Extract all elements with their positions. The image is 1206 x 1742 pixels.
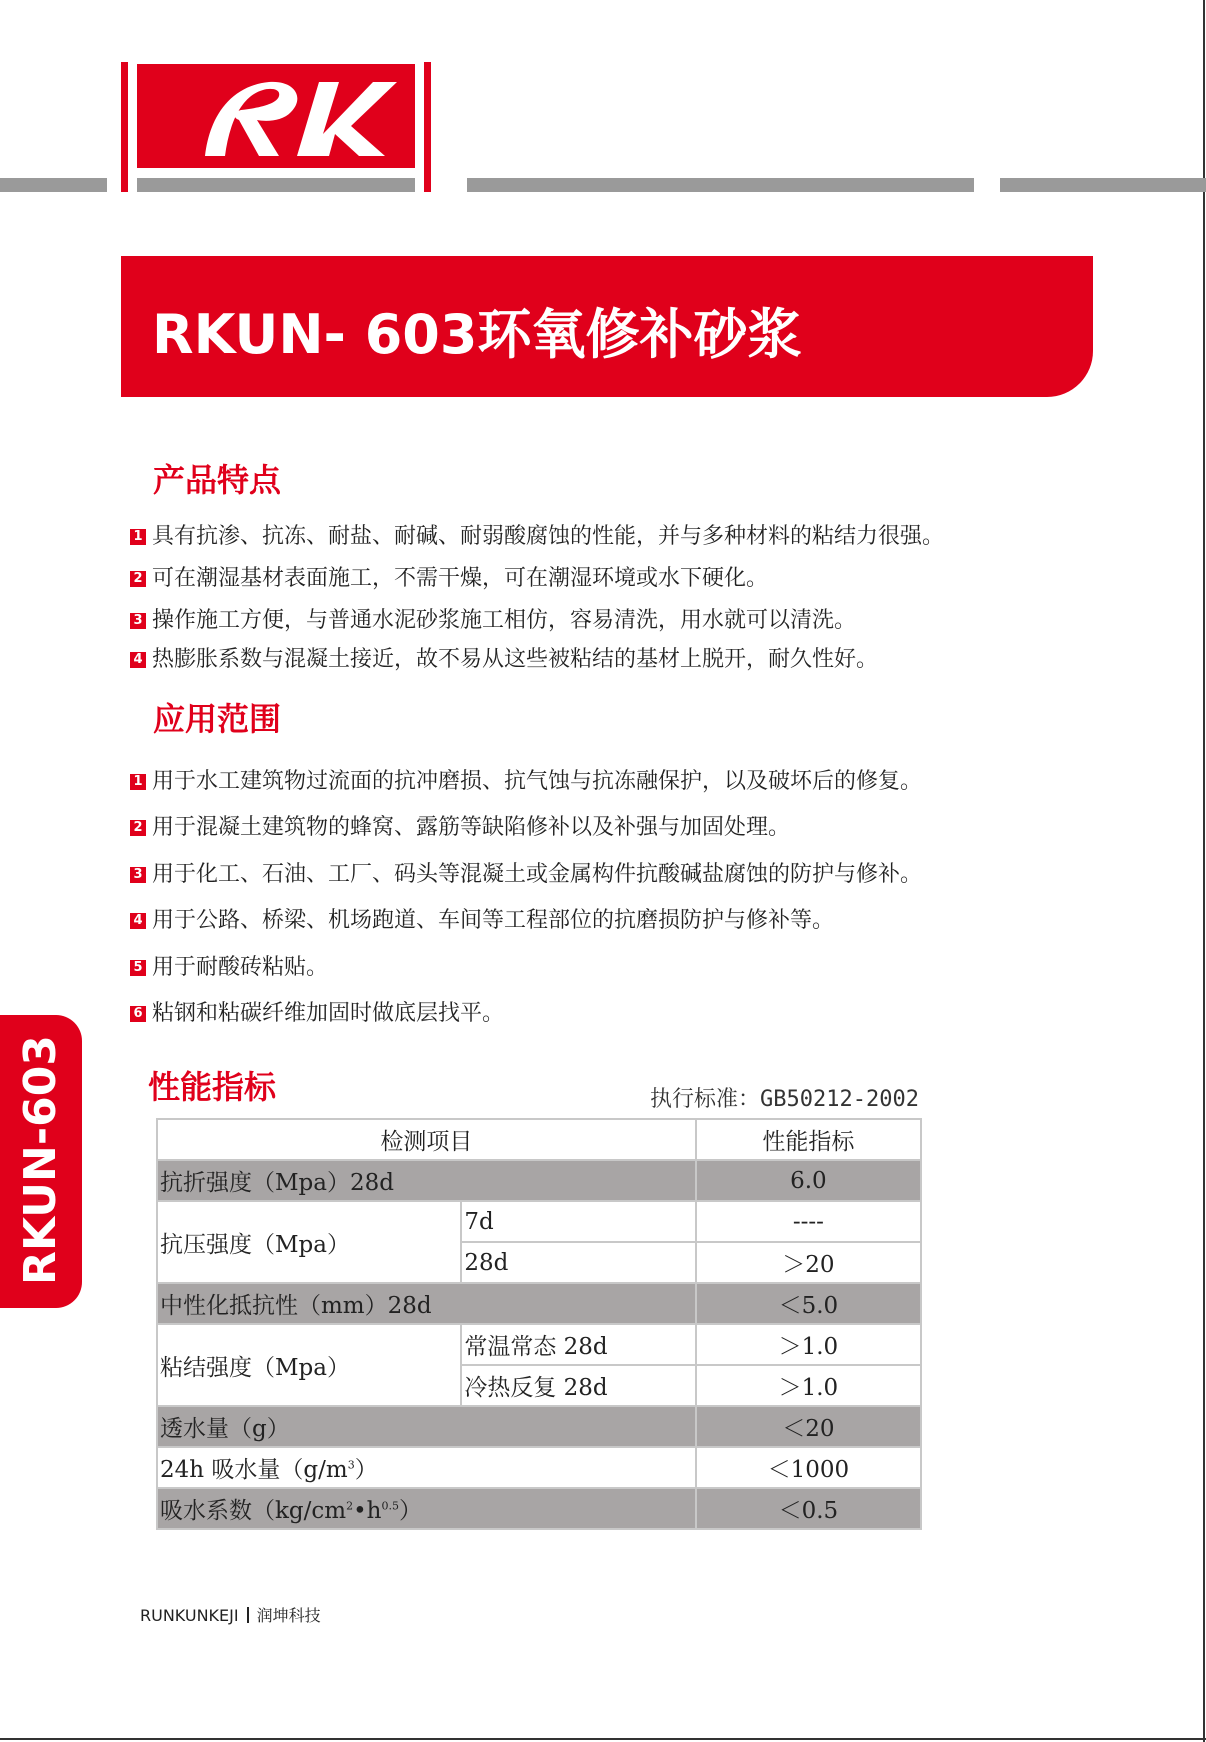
application-text: 粘钢和粘碳纤维加固时做底层找平。 (152, 1001, 505, 1026)
row-value: ＜0.5 (696, 1488, 921, 1529)
feature-item-2 (130, 564, 768, 594)
feature-text: 具有抗渗、抗冻、耐盐、耐碱、耐弱酸腐蚀的性能，并与多种材料的粘结力很强。 (152, 524, 945, 549)
feature-item-1 (130, 522, 944, 552)
row-subitem: 28d (461, 1242, 695, 1283)
row-subitem: 7d (461, 1201, 695, 1242)
application-item-4 (130, 906, 834, 936)
row-value: ＞1.0 (696, 1365, 921, 1406)
row-item: 中性化抵抗性（mm）28d (157, 1283, 696, 1324)
table-row (157, 1324, 921, 1365)
application-item-6 (130, 999, 504, 1029)
footer-brand (140, 1603, 321, 1626)
table-row (157, 1488, 921, 1529)
row-item: 粘结强度（Mpa） (157, 1324, 461, 1406)
header-item: 检测项目 (157, 1119, 696, 1160)
number-badge-icon: 1 (130, 774, 146, 790)
header-bar-left (0, 178, 107, 192)
standard-value: GB50212-2002 (760, 1087, 919, 1112)
application-text: 用于公路、桥梁、机场跑道、车间等工程部位的抗磨损防护与修补等。 (152, 908, 835, 933)
feature-text: 操作施工方便，与普通水泥砂浆施工相仿，容易清洗，用水就可以清洗。 (152, 608, 857, 633)
table-header-row (157, 1119, 921, 1160)
application-text: 用于混凝土建筑物的蜂窝、露筋等缺陷修补以及补强与加固处理。 (152, 815, 791, 840)
footer-brand-en: RUNKUNKEJI (140, 1606, 239, 1625)
standard-reference (650, 1082, 919, 1113)
number-badge-icon: 2 (130, 571, 146, 587)
row-item: 抗折强度（Mpa）28d (157, 1160, 696, 1201)
number-badge-icon: 3 (130, 867, 146, 883)
number-badge-icon: 3 (130, 613, 146, 629)
number-badge-icon: 1 (130, 529, 146, 545)
row-value: ＞1.0 (696, 1324, 921, 1365)
application-item-2 (130, 813, 790, 843)
feature-item-3 (130, 606, 856, 636)
table-row (157, 1447, 921, 1488)
header-red-rule-left (121, 62, 128, 192)
row-item: 抗压强度（Mpa） (157, 1201, 461, 1283)
row-value: 6.0 (696, 1160, 921, 1201)
row-subitem: 冷热反复 28d (461, 1365, 695, 1406)
performance-heading: 性能指标 (148, 1068, 277, 1106)
side-tab-label: RKUN-603 (15, 1035, 66, 1285)
rk-logo-icon (137, 64, 415, 168)
row-item: 24h 吸水量$(g/m^3)$ (157, 1447, 696, 1488)
header-red-rule-right (424, 62, 431, 192)
row-value: ---- (696, 1201, 921, 1242)
table-row (157, 1201, 921, 1242)
features-heading: 产品特点 (153, 461, 282, 499)
standard-label: 执行标准： (650, 1087, 761, 1112)
number-badge-icon: 4 (130, 913, 146, 929)
application-item-5 (130, 953, 328, 983)
application-item-1 (130, 767, 922, 797)
logo-underbar (137, 178, 415, 192)
applications-heading: 应用范围 (153, 700, 282, 738)
application-text: 用于耐酸砖粘贴。 (152, 955, 329, 980)
application-item-3 (130, 860, 922, 890)
row-value: ＜20 (696, 1406, 921, 1447)
page-border-right (1203, 0, 1205, 1742)
header-bar-right (1000, 178, 1206, 192)
feature-text: 热膨胀系数与混凝土接近，故不易从这些被粘结的基材上脱开，耐久性好。 (152, 647, 879, 672)
application-text: 用于水工建筑物过流面的抗冲磨损、抗气蚀与抗冻融保护，以及破坏后的修复。 (152, 769, 923, 794)
footer-separator (247, 1607, 249, 1623)
number-badge-icon: 4 (130, 652, 146, 668)
feature-item-4 (130, 645, 878, 675)
page-border-bottom (0, 1738, 1206, 1740)
number-badge-icon: 6 (130, 1006, 146, 1022)
brand-logo (137, 64, 415, 168)
row-subitem: 常温常态 28d (461, 1324, 695, 1365)
performance-table (156, 1118, 922, 1530)
table-row (157, 1160, 921, 1201)
footer-brand-cn: 润坤科技 (256, 1606, 321, 1625)
row-value: ＞20 (696, 1242, 921, 1283)
table-row (157, 1406, 921, 1447)
row-item: 透水量（g） (157, 1406, 696, 1447)
application-text: 用于化工、石油、工厂、码头等混凝土或金属构件抗酸碱盐腐蚀的防护与修补。 (152, 862, 923, 887)
row-value: ＜5.0 (696, 1283, 921, 1324)
table-row (157, 1283, 921, 1324)
header-value: 性能指标 (696, 1119, 921, 1160)
row-item: 吸水系数$(kg/cm^2•h^{0.5})$ (157, 1488, 696, 1529)
page-title: RKUN- 603环氧修补砂浆 (152, 303, 802, 366)
feature-text: 可在潮湿基材表面施工，不需干燥，可在潮湿环境或水下硬化。 (152, 566, 769, 591)
row-value: ＜1000 (696, 1447, 921, 1488)
header-bar-middle (467, 178, 974, 192)
number-badge-icon: 2 (130, 820, 146, 836)
number-badge-icon: 5 (130, 960, 146, 976)
